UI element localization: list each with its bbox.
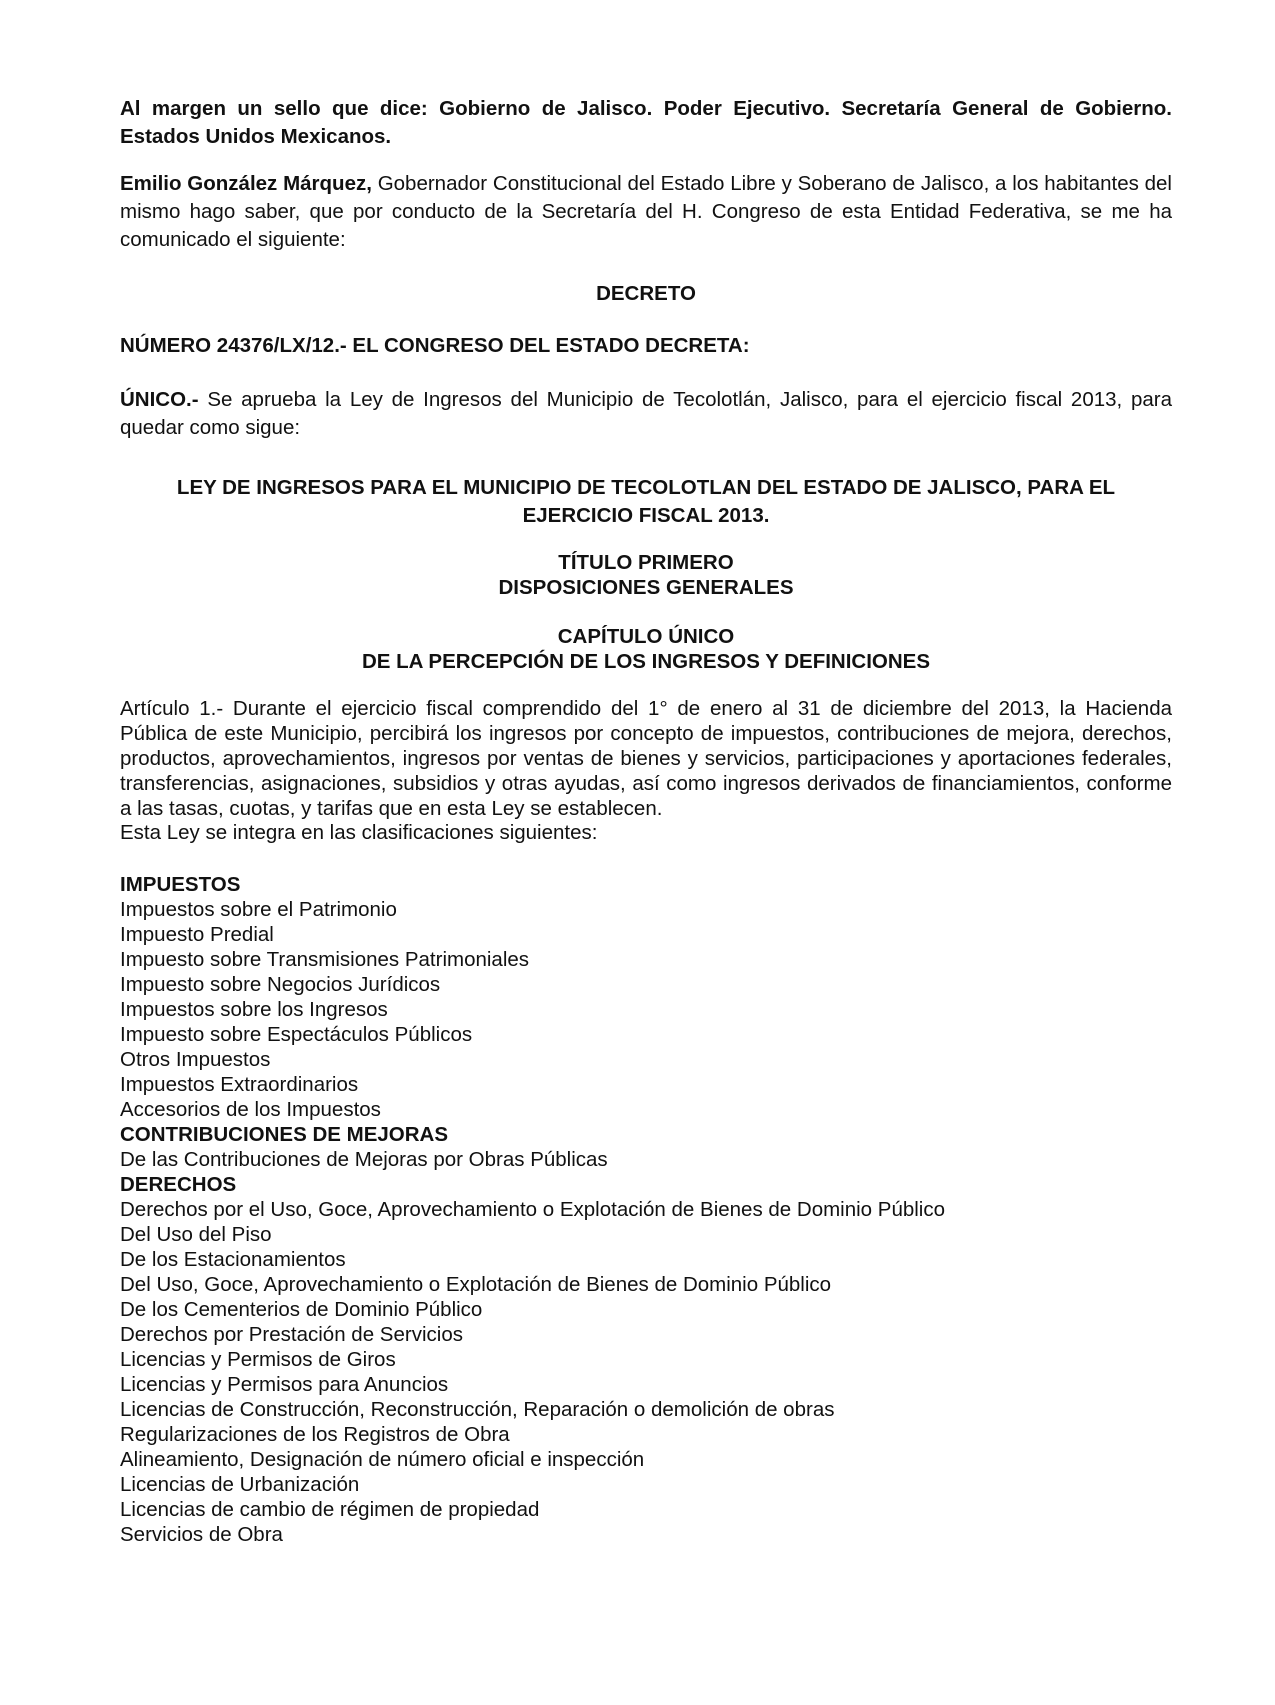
classification-heading: CONTRIBUCIONES DE MEJORAS xyxy=(120,1123,449,1146)
chapter-heading-line-1: CAPÍTULO ÚNICO xyxy=(557,625,735,648)
intro-text: Gobernador Constitucional del Estado Libre y Soberano de Jalisco, a los habitantes del mismo hago saber, que por conducto de la Secretaría del H. Congreso de esta Entidad Federativa, se me ha comunicado el siguiente: xyxy=(120,172,1172,251)
unico-text: Se aprueba la Ley de Ingresos del Municipio de Tecolotlán, Jalisco, para el ejercicio fiscal 2013, para quedar como sigue: xyxy=(120,388,1172,439)
classification-item: Impuestos sobre el Patrimonio xyxy=(120,898,397,921)
chapter-heading-line-2: DE LA PERCEPCIÓN DE LOS INGRESOS Y DEFINICIONES xyxy=(361,650,931,673)
law-title-line-1: LEY DE INGRESOS PARA EL MUNICIPIO DE TECOLOTLAN DEL ESTADO DE JALISCO, PARA EL xyxy=(176,476,1116,499)
classification-heading: IMPUESTOS xyxy=(120,873,241,896)
classification-item: Licencias y Permisos de Giros xyxy=(120,1348,396,1371)
classification-item: Licencias de cambio de régimen de propiedad xyxy=(120,1498,540,1521)
classification-heading: DERECHOS xyxy=(120,1173,237,1196)
seal-note: Al margen un sello que dice: Gobierno de Jalisco. Poder Ejecutivo. Secretaría General de Gobierno. Estados Unidos Mexicanos. xyxy=(120,97,1172,148)
title-heading xyxy=(120,550,1172,600)
classification-item: Impuestos Extraordinarios xyxy=(120,1073,359,1096)
classification-item: Regularizaciones de los Registros de Obra xyxy=(120,1423,510,1446)
title-heading-line-2: DISPOSICIONES GENERALES xyxy=(498,576,794,599)
classification-item: Del Uso, Goce, Aprovechamiento o Explotación de Bienes de Dominio Público xyxy=(120,1273,832,1296)
unico-label: ÚNICO.- xyxy=(120,388,199,411)
classification-item: Otros Impuestos xyxy=(120,1048,271,1071)
classification-item: Impuesto sobre Negocios Jurídicos xyxy=(120,973,441,996)
article-1-paragraph: Artículo 1.- Durante el ejercicio fiscal comprendido del 1° de enero al 31 de diciembre del 2013, la Hacienda Pública de este Municipio, percibirá los ingresos por concepto de impuestos, contribuciones de mejora, derechos, productos, aprovechamientos, ingresos por ventas de bienes y servicios, participaciones y aportaciones federales, transferencias, asignaciones, subsidios y otras ayudas, así como ingresos derivados de financiamientos, conforme a las tasas, cuotas, y tarifas que en esta Ley se establecen. xyxy=(120,697,1172,820)
governor-name: Emilio González Márquez, xyxy=(120,172,372,195)
classification-item: Licencias de Construcción, Reconstrucción, Reparación o demolición de obras xyxy=(120,1398,835,1421)
decree-number-line: NÚMERO 24376/LX/12.- EL CONGRESO DEL ESTADO DECRETA: xyxy=(120,334,750,357)
classification-item: De los Cementerios de Dominio Público xyxy=(120,1298,483,1321)
unico-paragraph xyxy=(120,386,1172,442)
classification-list xyxy=(120,872,1172,1547)
title-heading-line-1: TÍTULO PRIMERO xyxy=(558,551,734,574)
intro-paragraph xyxy=(120,170,1172,254)
classification-item: Derechos por Prestación de Servicios xyxy=(120,1323,463,1346)
law-title-line-2: EJERCICIO FISCAL 2013. xyxy=(522,504,770,527)
classification-item: Alineamiento, Designación de número oficial e inspección xyxy=(120,1448,645,1471)
decreto-heading: DECRETO xyxy=(596,282,696,305)
classification-item: De los Estacionamientos xyxy=(120,1248,346,1271)
classification-item: De las Contribuciones de Mejoras por Obras Públicas xyxy=(120,1148,608,1171)
classification-item: Accesorios de los Impuestos xyxy=(120,1098,381,1121)
classification-item: Impuestos sobre los Ingresos xyxy=(120,998,388,1021)
classification-item: Impuesto sobre Transmisiones Patrimoniales xyxy=(120,948,530,971)
law-title xyxy=(120,474,1172,530)
classification-item: Servicios de Obra xyxy=(120,1523,283,1546)
classification-item: Licencias de Urbanización xyxy=(120,1473,360,1496)
classification-item: Impuesto Predial xyxy=(120,923,274,946)
classification-item: Derechos por el Uso, Goce, Aprovechamiento o Explotación de Bienes de Dominio Público xyxy=(120,1198,946,1221)
classification-item: Licencias y Permisos para Anuncios xyxy=(120,1373,449,1396)
classification-item: Impuesto sobre Espectáculos Públicos xyxy=(120,1023,473,1046)
integration-line: Esta Ley se integra en las clasificaciones siguientes: xyxy=(120,821,598,844)
classification-item: Del Uso del Piso xyxy=(120,1223,272,1246)
chapter-heading xyxy=(120,624,1172,674)
